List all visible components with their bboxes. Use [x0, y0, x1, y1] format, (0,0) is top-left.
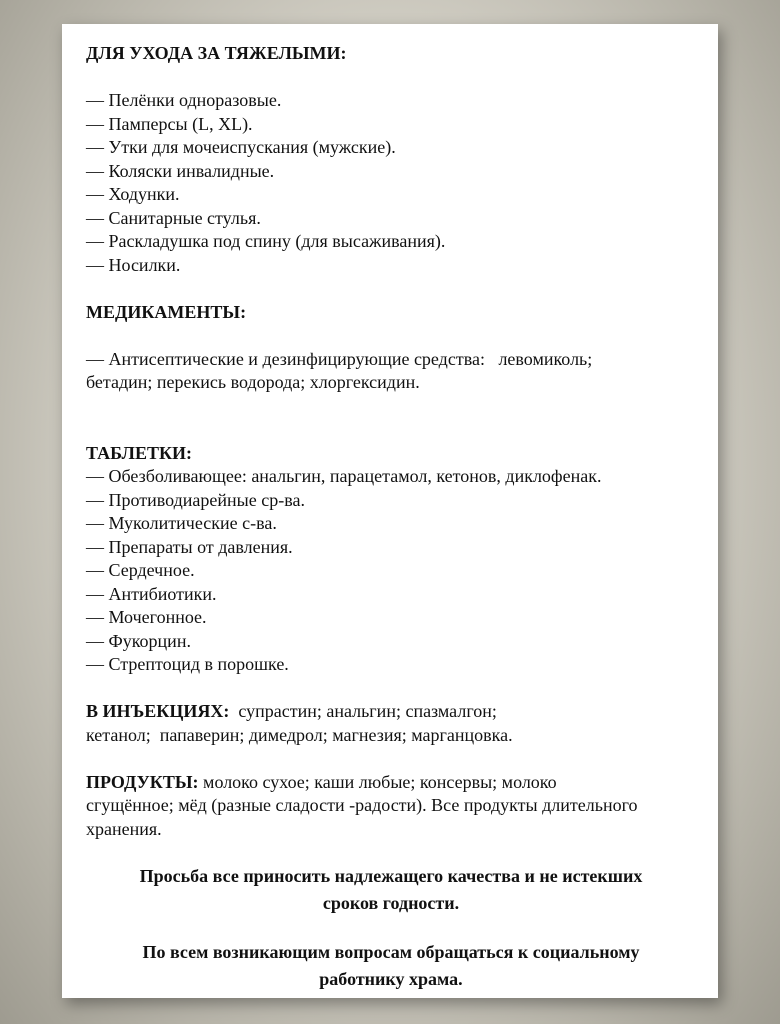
contact-notice-line-1: По всем возникающим вопросам обращаться к социальному [142, 942, 640, 962]
injections-text: супрастин; анальгин; спазмалгон; [229, 701, 497, 721]
list-item: — Обезболивающее: анальгин, парацетамол, кетонов, диклофенак. [86, 466, 602, 486]
tablets-list [86, 465, 700, 677]
care-list [86, 89, 700, 277]
document-page [62, 24, 718, 998]
injections-line-2: кетанол; папаверин; димедрол; магнезия; марганцовка. [86, 724, 513, 745]
products-line-2: сгущённое; мёд (разные сладости -радости). Все продукты длительного [86, 795, 638, 815]
list-item: — Коляски инвалидные. [86, 160, 275, 181]
products-text: молоко сухое; каши любые; консервы; молоко [198, 771, 557, 792]
list-item: — Санитарные стулья. [86, 207, 261, 228]
products-line-3: хранения. [86, 818, 162, 839]
meds-line-2: бетадин; перекись водорода; хлоргексидин. [86, 372, 420, 392]
list-item: — Памперсы (L, XL). [86, 113, 253, 134]
list-item: — Пелёнки одноразовые. [86, 90, 282, 110]
injections-line-1 [86, 700, 700, 724]
list-item: — Противодиарейные ср-ва. [86, 489, 305, 510]
injections-label: В ИНЪЕКЦИЯХ: [86, 701, 230, 721]
products-label: ПРОДУКТЫ: [86, 771, 199, 792]
list-item: — Препараты от давления. [86, 536, 293, 557]
list-item: — Утки для мочеиспускания (мужские). [86, 137, 396, 157]
quality-notice-line-1: Просьба все приносить надлежащего качества и не истекших [139, 866, 643, 886]
list-item: — Стрептоцид в порошке. [86, 654, 289, 674]
list-item: — Носилки. [86, 254, 181, 275]
contact-notice-line-2: работнику храма. [319, 969, 463, 989]
list-item: — Раскладушка под спину (для высаживания). [86, 231, 446, 251]
list-item: — Фукорцин. [86, 630, 191, 651]
meds-heading: МЕДИКАМЕНТЫ: [86, 301, 247, 322]
list-item: — Муколитические с-ва. [86, 513, 277, 533]
list-item: — Ходунки. [86, 184, 180, 204]
tablets-heading: ТАБЛЕТКИ: [86, 442, 193, 463]
list-item: — Антибиотики. [86, 583, 217, 604]
list-item: — Мочегонное. [86, 607, 207, 627]
list-item: — Сердечное. [86, 560, 195, 580]
meds-line-1: — Антисептические и дезинфицирующие средства: левомиколь; [86, 348, 593, 369]
products-line-1 [86, 771, 700, 795]
quality-notice-line-2: сроков годности. [322, 893, 460, 913]
care-heading: ДЛЯ УХОДА ЗА ТЯЖЕЛЫМИ: [86, 43, 347, 63]
